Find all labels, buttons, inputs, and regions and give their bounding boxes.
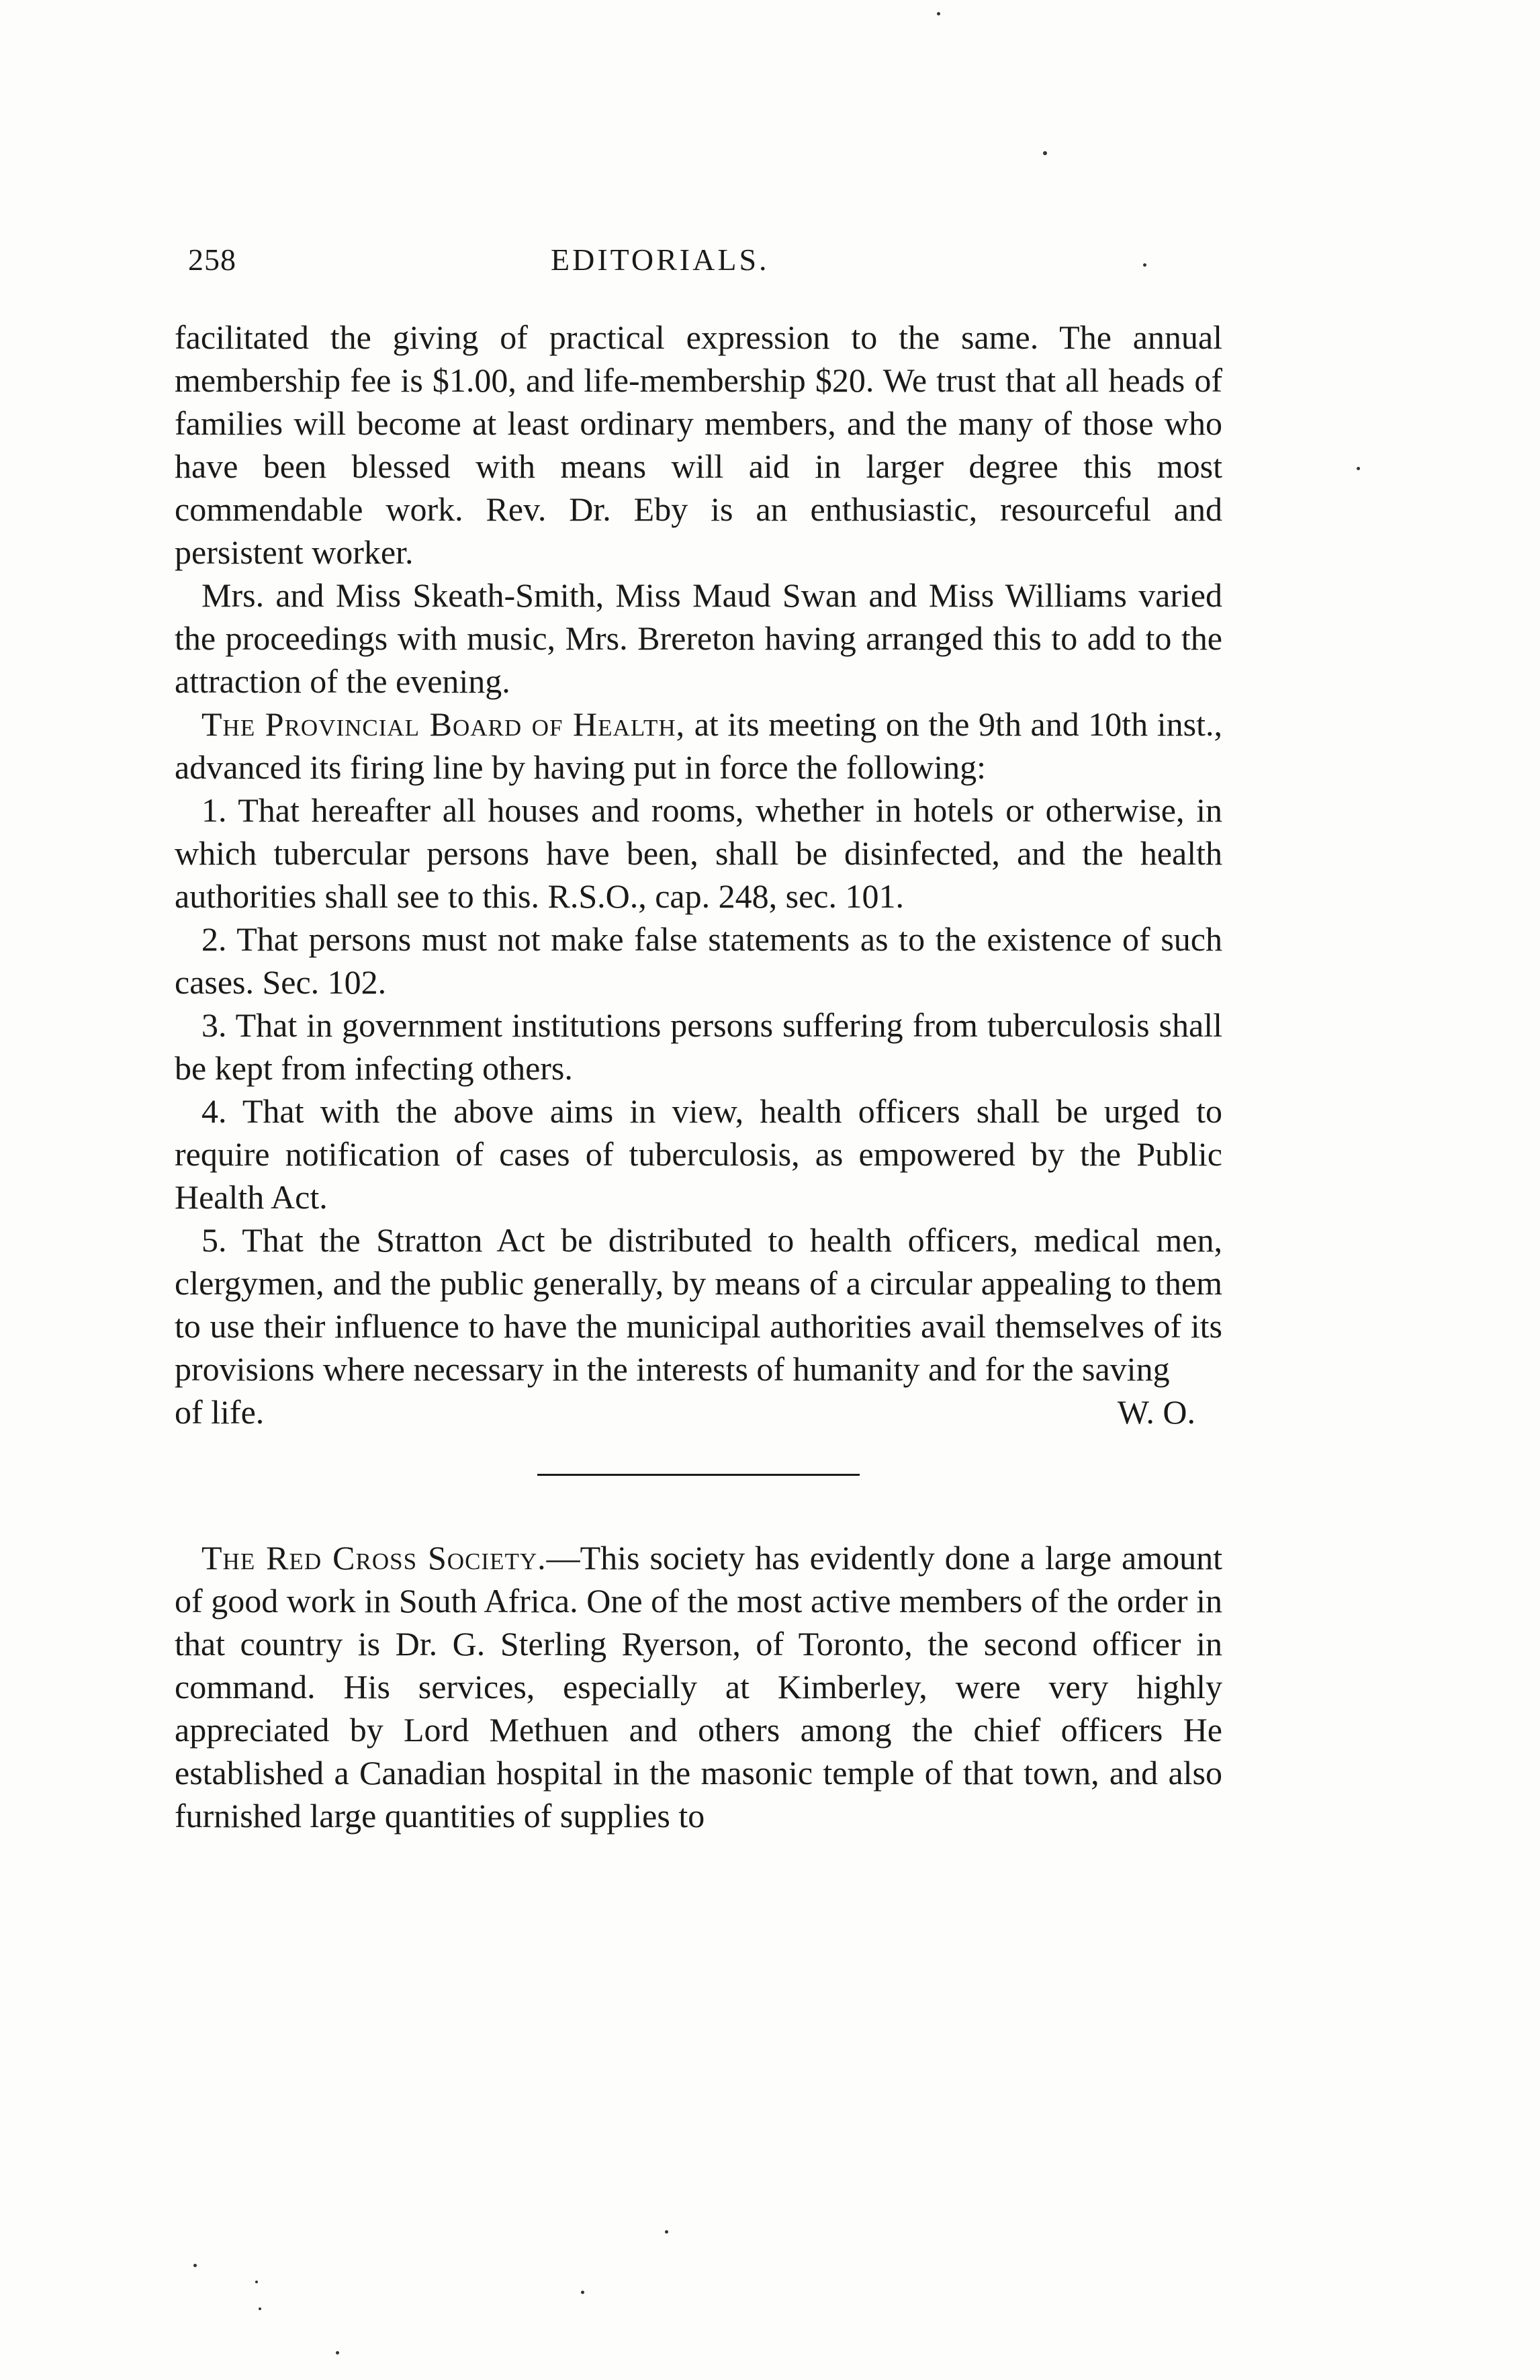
red-cross-lead: The Red Cross Society. [201, 1539, 547, 1577]
ink-speck [1357, 467, 1360, 470]
ink-speck [665, 2230, 668, 2234]
ink-speck [581, 2291, 584, 2294]
list-item: 4. That with the above aims in view, health officers shall be urged to require notification of cases of tuberculosis, as empowered by the Public Health Act. [175, 1092, 1222, 1216]
list-item: 5. That the Stratton Act be distributed to health officers, medical men, clergymen, and the public generally, by means of a circular appealing to them to use their influence to have the municipal authorities avail themselves of its provisions where necessary in the interests of humanity and for the saving [175, 1221, 1222, 1388]
paragraph-music: Mrs. and Miss Skeath-Smith, Miss Maud Swan and Miss Williams varied the proceedings with music, Mrs. Brereton having arranged this to add to the attraction of the evening. [175, 576, 1222, 700]
board-of-health-intro: at its meeting on the 9th and 10th inst., advanced its firing line by having put in force the following: [175, 705, 1222, 786]
signature: W. O. [1117, 1393, 1195, 1431]
list-item: 1. That hereafter all houses and rooms, whether in hotels or otherwise, in which tubercular persons have been, shall be disinfected, and the health authorities shall see to this. R.S.O., cap. 248, sec. 101. [175, 791, 1222, 915]
ink-speck [193, 2264, 197, 2267]
ink-speck [937, 12, 940, 15]
list-item-last-line: of life. [175, 1393, 265, 1431]
page-header [188, 242, 1236, 282]
paragraph-board-of-health [175, 703, 1222, 789]
body-text [175, 316, 1222, 1837]
list-item: 3. That in government institutions persons suffering from tuberculosis shall be kept from infecting others. [175, 1006, 1222, 1087]
ink-speck [336, 2351, 339, 2354]
section-divider [537, 1474, 860, 1476]
paragraph-membership: facilitated the giving of practical expression to the same. The annual membership fee is $1.00, and life-membership $20. We trust that all heads of families will become at least ordinary members, and the many of those who have been blessed with means will aid in larger degree this most commendable work. Rev. Dr. Eby is an enthusiastic, resourceful and persistent worker. [175, 318, 1222, 571]
paragraph-red-cross [175, 1536, 1222, 1837]
red-cross-text: —This society has evidently done a large amount of good work in South Africa. One of the most active members of the order in that country is Dr. G. Sterling Ryerson, of Toronto, the second officer in command. His services, especially at Kimberley, were very highly appreciated by Lord Methuen and others among the chief officers He established a Canadian hospital in the masonic temple of that town, and also furnished large quantities of supplies to [175, 1539, 1222, 1835]
page-number: 258 [188, 243, 236, 277]
ink-speck [255, 2281, 258, 2283]
ink-speck [1043, 151, 1047, 155]
list-item: 2. That persons must not make false statements as to the existence of such cases. Sec. 102. [175, 920, 1222, 1001]
ink-speck [259, 2307, 261, 2310]
running-head: EDITORIALS. [551, 243, 770, 277]
board-of-health-lead: The Provincial Board of Health, [201, 705, 686, 743]
ink-speck [1143, 263, 1146, 267]
